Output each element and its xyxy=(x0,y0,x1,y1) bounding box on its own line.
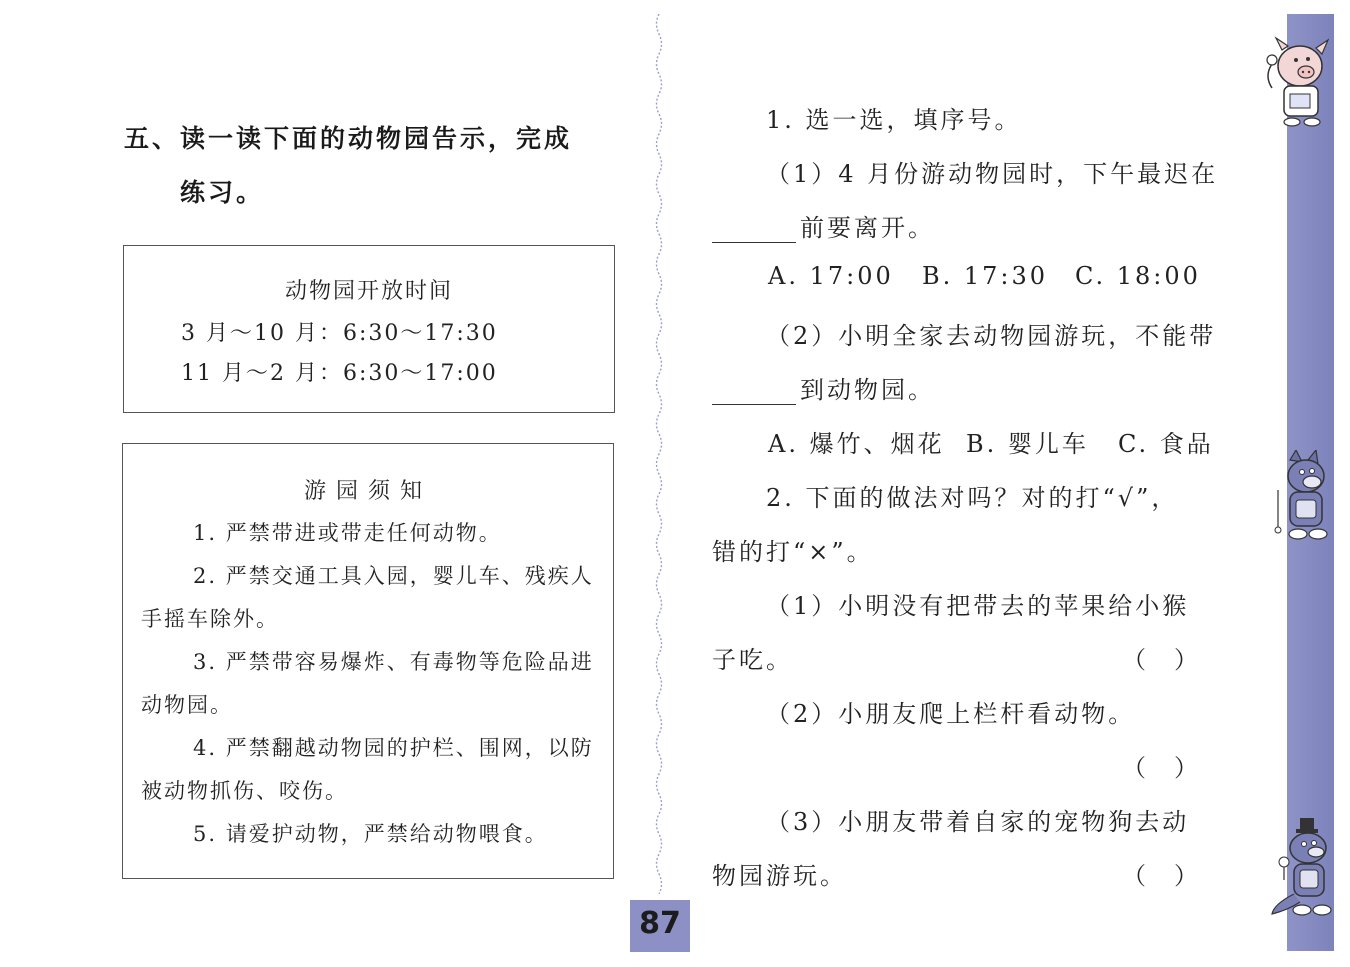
zoo-rule-item: 5. 请爱护动物，严禁给动物喂食。 xyxy=(193,822,548,846)
pig-mascot-icon xyxy=(1258,36,1338,128)
answer-parentheses[interactable]: （） xyxy=(1122,754,1226,782)
question2-3-line2: 物园游玩。 xyxy=(712,862,847,890)
section-title-line2: 练习。 xyxy=(180,178,265,207)
section-title-line1: 五、读一读下面的动物园告示，完成 xyxy=(124,124,573,153)
question1-2-line2-text: 到动物园。 xyxy=(800,376,935,404)
answer-blank[interactable] xyxy=(712,218,796,243)
question1-2-line2 xyxy=(712,370,935,405)
question1-1-option-b: B. 17:30 xyxy=(922,262,1049,290)
zoo-rules-title: 游园须知 xyxy=(303,479,432,504)
zoo-hours-title: 动物园开放时间 xyxy=(284,279,453,304)
answer-parentheses[interactable]: （） xyxy=(1122,862,1226,890)
question1-1-option-a: A. 17:00 xyxy=(768,262,894,290)
question1-1-line1: （1）4 月份游动物园时，下午最迟在 xyxy=(766,160,1219,188)
question1-2-option-b: B. 婴儿车 xyxy=(966,430,1089,458)
answer-blank[interactable] xyxy=(712,380,796,405)
zoo-rule-item: 4. 严禁翻越动物园的护栏、围网，以防被动物抓伤、咬伤。 xyxy=(141,736,594,803)
zoo-rule-item: 2. 严禁交通工具入园，婴儿车、残疾人手摇车除外。 xyxy=(141,564,594,631)
zoo-hours-row-winter: 11 月～2 月：6:30～17:00 xyxy=(181,361,498,386)
zoo-hours-box xyxy=(123,245,615,413)
question2-title-line2: 错的打“×”。 xyxy=(712,538,874,566)
fox-mascot-icon xyxy=(1266,818,1342,922)
wolf-mascot-icon xyxy=(1268,450,1338,550)
question2-2-line1: （2）小朋友爬上栏杆看动物。 xyxy=(766,700,1136,728)
answer-parentheses[interactable]: （） xyxy=(1122,646,1226,674)
question2-1-line1: （1）小明没有把带去的苹果给小猴 xyxy=(766,592,1190,620)
section-title xyxy=(124,112,624,220)
question1-2-option-c: C. 食品 xyxy=(1118,430,1214,458)
zoo-rule-item: 3. 严禁带容易爆炸、有毒物等危险品进动物园。 xyxy=(141,650,594,717)
zoo-rule-item: 1. 严禁带进或带走任何动物。 xyxy=(193,521,502,545)
question1-1-line2 xyxy=(712,208,935,243)
question1-1-line2-text: 前要离开。 xyxy=(800,214,935,242)
page-fold-line xyxy=(652,14,666,894)
question2-3-line1: （3）小朋友带着自家的宠物狗去动 xyxy=(766,808,1190,836)
question1-1-option-c: C. 18:00 xyxy=(1075,262,1201,290)
question2-title: 2. 下面的做法对吗？对的打“√”， xyxy=(766,484,1179,512)
zoo-rules-box xyxy=(122,443,614,879)
question1-2-option-a: A. 爆竹、烟花 xyxy=(768,430,945,458)
question1-title: 1. 选一选，填序号。 xyxy=(766,106,1022,134)
page-number: 87 xyxy=(639,906,681,941)
question1-2-line1: （2）小明全家去动物园游玩，不能带 xyxy=(766,322,1217,350)
zoo-hours-row-spring: 3 月～10 月：6:30～17:30 xyxy=(181,321,498,346)
question2-1-line2: 子吃。 xyxy=(712,646,793,674)
